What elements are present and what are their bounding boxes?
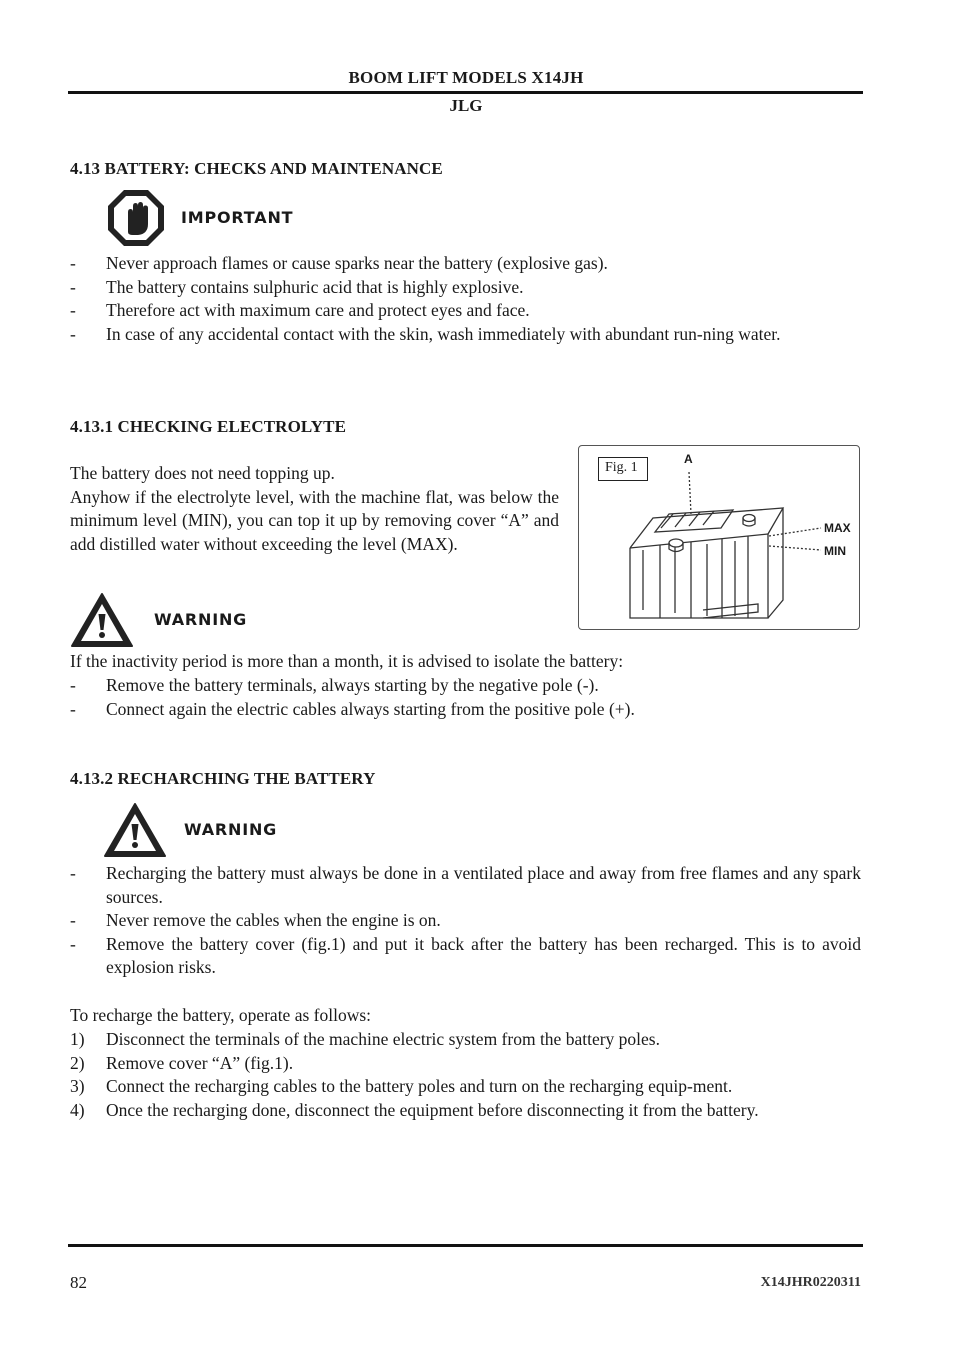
step-number: 4) (70, 1099, 85, 1120)
list-item-text: Recharging the battery must always be done in a ventilated place and away from free flames and any spark sources. (106, 863, 861, 907)
list-item (70, 323, 861, 347)
list-item-text: Never remove the cables when the engine is on. (106, 910, 441, 930)
recharge-safety-list (70, 862, 861, 980)
warning-label: WARNING (184, 820, 278, 839)
list-item (70, 1075, 861, 1099)
list-item-text: Disconnect the terminals of the machine electric system from the battery poles. (106, 1029, 660, 1049)
list-item (70, 299, 861, 323)
paragraph: The battery does not need topping up. (70, 463, 335, 483)
list-item-text: Remove cover “A” (fig.1). (106, 1052, 294, 1073)
stop-hand-icon (106, 188, 166, 248)
section-heading-4-13-1: 4.13.1 CHECKING ELECTROLYTE (70, 417, 347, 436)
bullet-marker: - (70, 933, 76, 954)
list-item (70, 1028, 861, 1052)
list-item (70, 1099, 861, 1123)
battery-illustration (583, 450, 855, 626)
document-code: X14JHR0220311 (760, 1275, 861, 1290)
document-header-brand: JLG (449, 96, 483, 115)
document-header-title: BOOM LIFT MODELS X14JH (348, 68, 584, 87)
bullet-marker: - (70, 300, 76, 320)
callout-min-label: MIN (824, 544, 846, 558)
figure-label: Fig. 1 (598, 457, 648, 481)
list-item-text: Therefore act with maximum care and protect eyes and face. (106, 300, 530, 320)
page-number: 82 (70, 1273, 87, 1292)
footer-rule (68, 1244, 863, 1247)
bullet-marker: - (70, 698, 76, 719)
callout-max-label: MAX (824, 521, 851, 535)
section-heading-4-13: 4.13 BATTERY: CHECKS AND MAINTENANCE (70, 159, 443, 178)
bullet-marker: - (70, 323, 76, 344)
recharge-steps-list (70, 1028, 861, 1122)
list-item-text: Never approach flames or cause sparks near the battery (explosive gas). (106, 253, 608, 273)
isolation-steps-list (70, 674, 861, 721)
warning-label: WARNING (154, 610, 248, 629)
list-item (70, 276, 861, 300)
bullet-marker: - (70, 253, 76, 273)
bullet-marker: - (70, 276, 76, 297)
callout-a-label: A (684, 452, 693, 466)
list-item (70, 252, 861, 276)
list-item-text: In case of any accidental contact with the skin, wash immediately with abundant run-ning water. (106, 323, 781, 344)
recharge-intro: To recharge the battery, operate as follows: (70, 1005, 372, 1025)
list-item (70, 674, 861, 698)
list-item-text: Connect again the electric cables always starting from the positive pole (+). (106, 698, 635, 719)
step-number: 2) (70, 1052, 85, 1073)
bullet-marker: - (70, 910, 76, 930)
bullet-marker: - (70, 675, 76, 695)
list-item-text: Remove the battery terminals, always starting by the negative pole (-). (106, 675, 599, 695)
inactivity-intro: If the inactivity period is more than a month, it is advised to isolate the battery: (70, 651, 624, 671)
list-item-text: Once the recharging done, disconnect the equipment before disconnecting it from the battery. (106, 1099, 759, 1120)
section-heading-4-13-2: 4.13.2 RECHARCHING THE BATTERY (70, 769, 376, 788)
warning-triangle-icon (70, 592, 134, 648)
battery-safety-list (70, 252, 861, 346)
step-number: 3) (70, 1076, 85, 1096)
warning-triangle-icon (103, 802, 167, 858)
important-label: IMPORTANT (181, 208, 294, 227)
list-item-text: Connect the recharging cables to the battery poles and turn on the recharging equip-ment. (106, 1076, 733, 1096)
list-item (70, 909, 861, 933)
step-number: 1) (70, 1029, 85, 1049)
list-item (70, 862, 861, 909)
list-item (70, 698, 861, 722)
electrolyte-text-block (70, 462, 559, 556)
list-item (70, 933, 861, 980)
header-rule (68, 91, 863, 94)
list-item (70, 1052, 861, 1076)
bullet-marker: - (70, 863, 76, 883)
paragraph: Anyhow if the electrolyte level, with the machine flat, was below the minimum level (MIN), you can top it up by removing cover “A” and add distilled water without exceeding the level (MAX). (70, 486, 559, 554)
list-item-text: The battery contains sulphuric acid that is highly explosive. (106, 276, 524, 297)
list-item-text: Remove the battery cover (fig.1) and put it back after the battery has been recharged. This is to avoid explosion risks. (106, 933, 861, 977)
